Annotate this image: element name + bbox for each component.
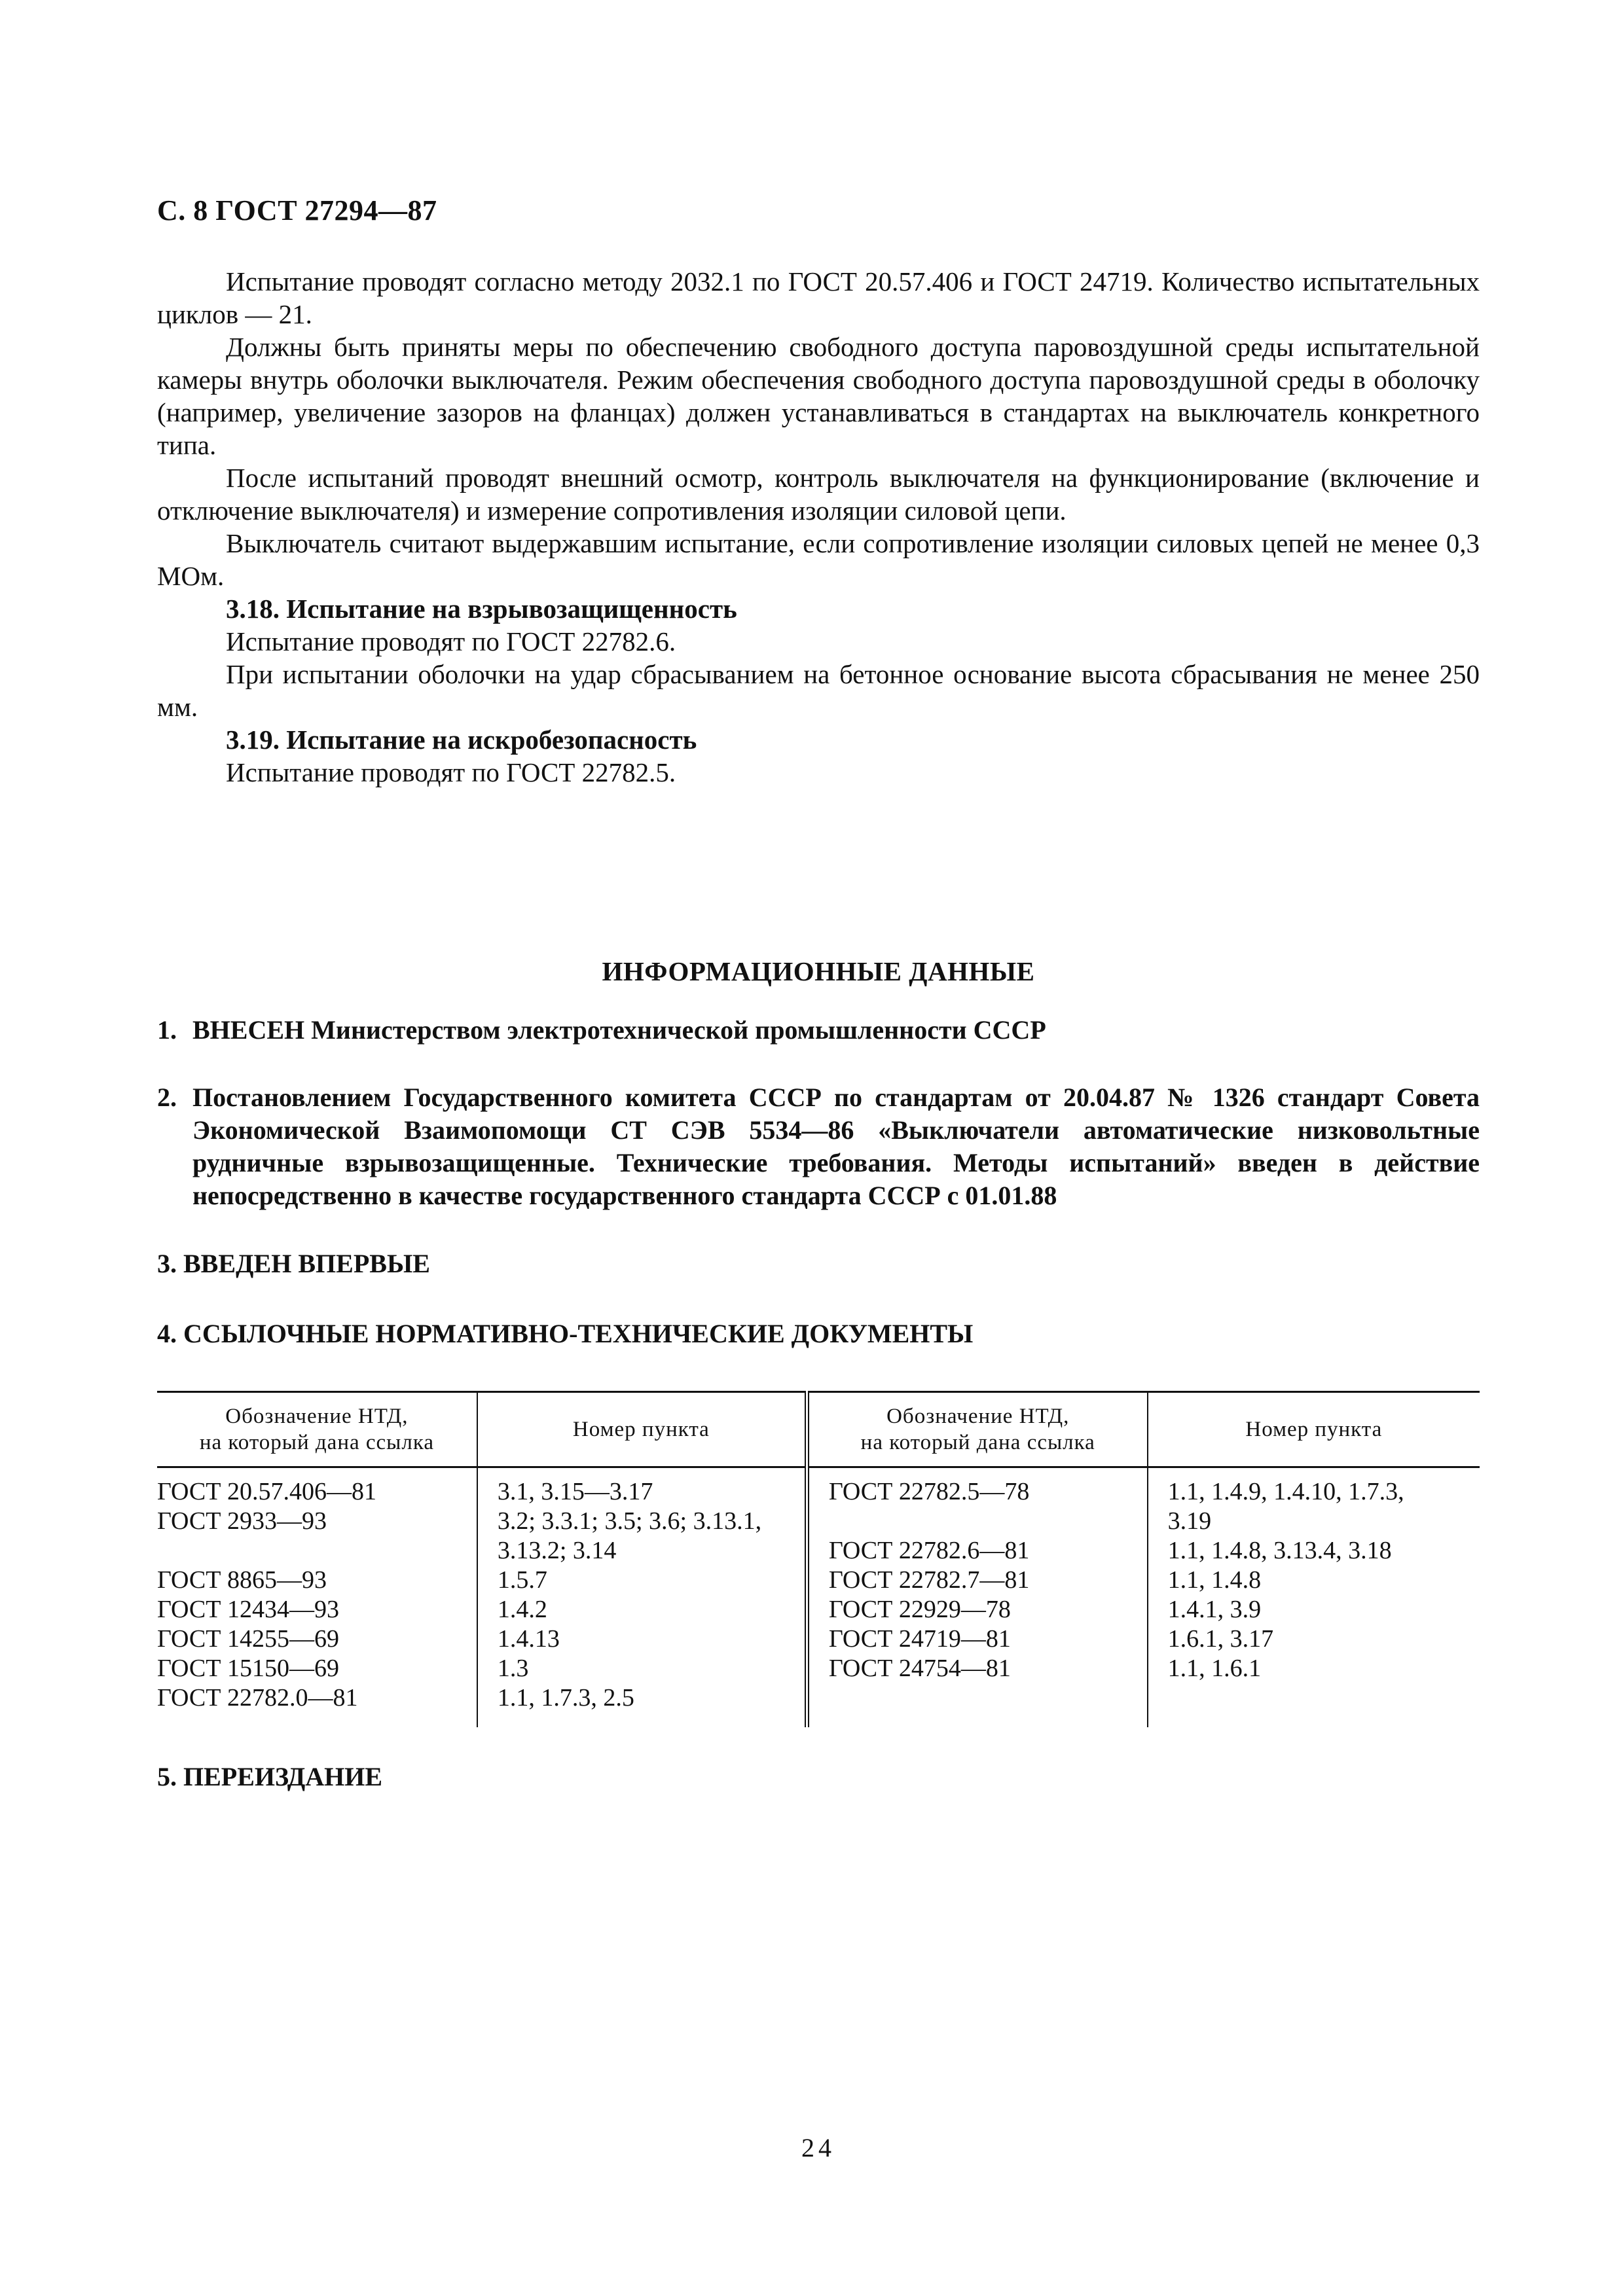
- section-3-18-title: 3.18. Испытание на взрывозащищенность: [226, 594, 737, 624]
- info-item-5: [157, 1761, 1480, 1793]
- paragraph: Испытание проводят согласно методу 2032.1 по ГОСТ 20.57.406 и ГОСТ 24719. Количество испытательных циклов — 21.: [157, 266, 1480, 329]
- table-row: [157, 1467, 1480, 1728]
- paragraph: После испытаний проводят внешний осмотр, контроль выключателя на функционирование (включение и отключение выключателя) и измерение сопротивления изоляции силовой цепи.: [157, 463, 1480, 526]
- paragraph: При испытании оболочки на удар сбрасыванием на бетонное основание высота сбрасывания не менее 250 мм.: [157, 659, 1480, 722]
- header-ntd-designation: Обозначение НТД, на который дана ссылка: [807, 1392, 1147, 1467]
- left-points-cell: 3.1, 3.15—3.17 3.2; 3.3.1; 3.5; 3.6; 3.13.1, 3.13.2; 3.14 1.5.7 1.4.2 1.4.13 1.3 1.1, 1.7.3, 2.5: [477, 1467, 807, 1728]
- info-item-2: [157, 1081, 1480, 1212]
- right-points-cell: 1.1, 1.4.9, 1.4.10, 1.7.3, 3.19 1.1, 1.4.8, 3.13.4, 3.18 1.1, 1.4.8 1.4.1, 3.9 1.6.1, 3.17 1.1, 1.6.1: [1148, 1467, 1480, 1728]
- item-text: 5. ПЕРЕИЗДАНИЕ: [157, 1762, 383, 1791]
- table-header-row: [157, 1392, 1480, 1467]
- item-number: 2.: [157, 1083, 177, 1112]
- paragraph: Должны быть приняты меры по обеспечению свободного доступа паровоздушной среды испытательной камеры внутрь оболочки выключателя. Режим обеспечения свободного доступа паровоздушной среды в оболочку (например, увеличение зазоров на фланцах) должен устанавливаться в стандартах на выключатель конкретного типа.: [157, 332, 1480, 460]
- left-documents-cell: ГОСТ 20.57.406—81 ГОСТ 2933—93 ГОСТ 8865—93 ГОСТ 12434—93 ГОСТ 14255—69 ГОСТ 15150—69 ГОСТ 22782.0—81: [157, 1478, 376, 1712]
- right-documents-cell: ГОСТ 22782.5—78 ГОСТ 22782.6—81 ГОСТ 22782.7—81 ГОСТ 22929—78 ГОСТ 24719—81 ГОСТ 24754—81: [807, 1467, 1147, 1728]
- info-item-3: [157, 1247, 1480, 1280]
- info-item-1: [157, 1014, 1480, 1047]
- header-clause-number: Номер пункта: [477, 1392, 807, 1467]
- info-item-4: [157, 1318, 1480, 1350]
- item-number: 1.: [157, 1015, 177, 1045]
- header-ntd-designation: Обозначение НТД, на который дана ссылка: [157, 1392, 477, 1467]
- item-text: ВНЕСЕН Министерством электротехнической промышленности СССР: [192, 1015, 1046, 1045]
- item-text: Постановлением Государственного комитета СССР по стандартам от 20.04.87 № 1326 стандарт Совета Экономической Взаимопомощи СТ СЭВ 5534—86 «Выключатели автоматические низковольтные рудничные взрывозащищенные. Технические требования. Методы испытаний» введен в действие непосредственно в качестве государственного стандарта СССР с 01.01.88: [192, 1083, 1480, 1210]
- section-3-19-title: 3.19. Испытание на искробезопасность: [226, 725, 697, 755]
- page-header: С. 8 ГОСТ 27294—87: [157, 194, 437, 226]
- body-text: [157, 265, 1480, 789]
- item-text: 4. ССЫЛОЧНЫЕ НОРМАТИВНО-ТЕХНИЧЕСКИЕ ДОКУМЕНТЫ: [157, 1319, 974, 1348]
- reference-documents-table: [157, 1391, 1480, 1727]
- page-number: 24: [801, 2133, 835, 2162]
- info-data-title: ИНФОРМАЦИОННЫЕ ДАННЫЕ: [602, 956, 1035, 986]
- paragraph: Испытание проводят по ГОСТ 22782.5.: [226, 757, 676, 787]
- paragraph: Испытание проводят по ГОСТ 22782.6.: [226, 626, 676, 656]
- document-page: [157, 0, 1480, 2296]
- header-clause-number: Номер пункта: [1148, 1392, 1480, 1467]
- paragraph: Выключатель считают выдержавшим испытание, если сопротивление изоляции силовых цепей не менее 0,3 МОм.: [157, 528, 1480, 591]
- item-text: 3. ВВЕДЕН ВПЕРВЫЕ: [157, 1249, 430, 1278]
